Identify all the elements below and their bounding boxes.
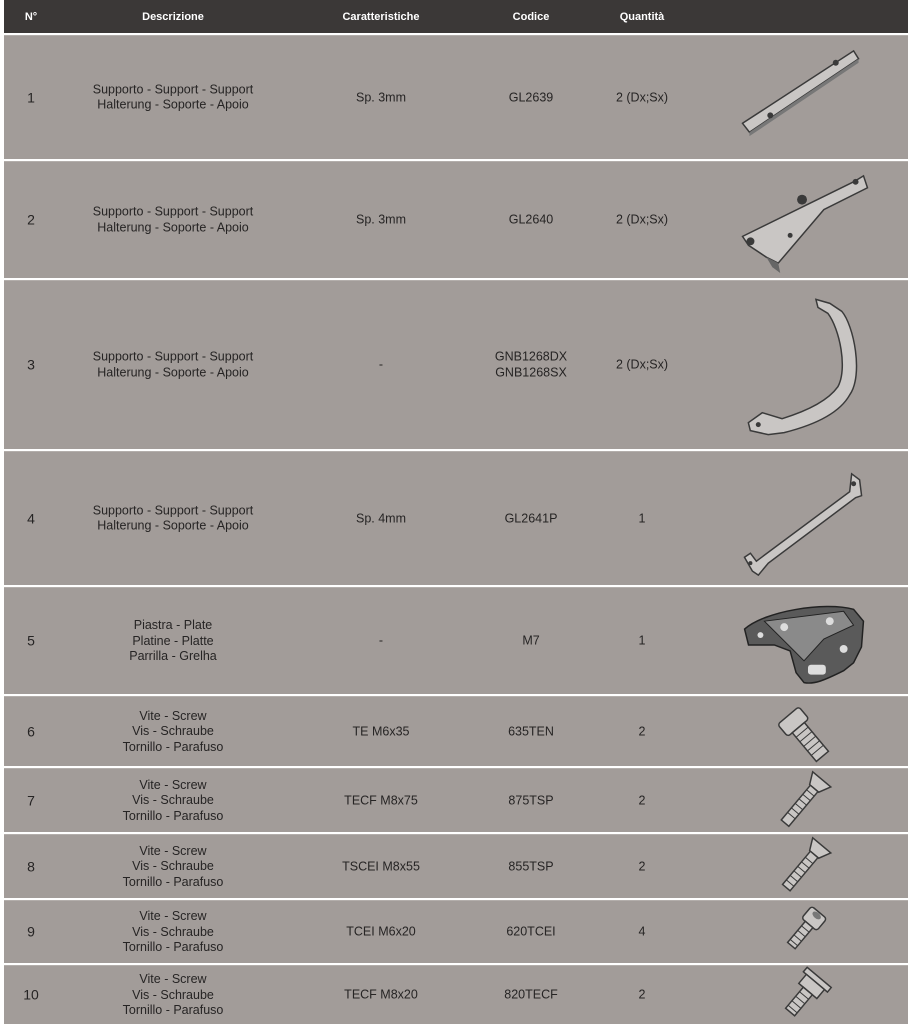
header-codice: Codice (512, 11, 550, 23)
row-description (123, 972, 224, 1019)
table-row (4, 696, 908, 766)
row-code (505, 511, 558, 527)
row-code (508, 793, 553, 809)
flange-hex-screw-icon (704, 966, 908, 1024)
row-code-line: GL2640 (508, 212, 554, 227)
row-number: 4 (27, 509, 35, 526)
table-row (4, 965, 908, 1024)
row-characteristics: TSCEI M8x55 (342, 858, 420, 873)
row-code (509, 90, 553, 106)
row-number: 1 (27, 88, 35, 105)
row-description-line: Vis - Schraube (132, 924, 214, 939)
row-characteristics: Sp. 3mm (355, 212, 407, 227)
row-quantity: 4 (638, 924, 646, 939)
row-description-line: Halterung - Soporte - Apoio (97, 518, 249, 533)
row-description-line: Tornillo - Parafuso (122, 874, 224, 889)
row-description-line: Vis - Schraube (132, 987, 214, 1002)
plate-bracket-icon (704, 162, 908, 278)
socket-cap-screw-icon (704, 901, 908, 963)
row-code (509, 212, 553, 228)
row-description (93, 350, 254, 381)
row-quantity: 2 (638, 792, 646, 807)
row-code (506, 924, 555, 940)
table-row (4, 35, 908, 159)
table-row (4, 900, 908, 963)
row-number: 8 (27, 857, 35, 874)
row-quantity: 2 (Dx;Sx) (615, 212, 669, 227)
countersunk-screw-icon (704, 835, 908, 898)
row-quantity: 2 (Dx;Sx) (615, 357, 669, 372)
row-characteristics: Sp. 3mm (355, 89, 407, 104)
row-quantity: 1 (638, 633, 646, 648)
row-code-line: GNB1268SX (495, 365, 567, 379)
header-caratteristiche: Caratteristiche (342, 11, 420, 23)
row-code-line: GNB1268DX (494, 349, 568, 364)
row-characteristics: - (378, 633, 384, 648)
row-description (123, 843, 224, 890)
table-row (4, 768, 908, 832)
row-code-line: GL2639 (508, 89, 554, 104)
table-header (4, 0, 908, 33)
row-description-line: Tornillo - Parafuso (122, 808, 224, 823)
row-quantity: 2 (638, 723, 646, 738)
row-quantity: 2 (Dx;Sx) (615, 89, 669, 104)
bent-bar-bracket-icon (704, 452, 908, 585)
row-description-line: Piastra - Plate (133, 617, 213, 632)
row-code-line: GL2641P (504, 510, 558, 525)
row-description-line: Vis - Schraube (132, 792, 214, 807)
row-quantity: 1 (638, 510, 646, 525)
row-code-line: 620TCEI (506, 924, 556, 939)
row-description-line: Tornillo - Parafuso (122, 939, 224, 954)
row-description-line: Platine - Platte (132, 633, 214, 648)
row-code-line: 855TSP (508, 858, 554, 873)
row-number: 7 (27, 791, 35, 808)
row-characteristics: TE M6x35 (352, 723, 410, 738)
row-description (123, 708, 224, 755)
row-description-line: Vite - Screw (139, 777, 207, 792)
row-number: 5 (27, 632, 35, 649)
hex-screw-icon (704, 697, 908, 766)
row-code-line: 820TECF (504, 987, 558, 1002)
row-description-line: Tornillo - Parafuso (122, 1002, 224, 1017)
header-num: N° (24, 11, 38, 23)
table-row (4, 161, 908, 278)
row-description-line: Vis - Schraube (132, 723, 214, 738)
row-description-line: Supporto - Support - Support (92, 503, 254, 517)
row-characteristics: - (378, 357, 384, 372)
header-descrizione: Descrizione (142, 11, 204, 23)
row-number: 3 (27, 356, 35, 373)
row-description (93, 503, 254, 534)
row-description-line: Vite - Screw (139, 908, 207, 923)
table-row (4, 587, 908, 694)
row-description (123, 909, 224, 956)
row-description-line: Vis - Schraube (132, 858, 214, 873)
monokey-plate-icon (704, 588, 908, 694)
flat-bar-bracket-icon (704, 36, 908, 159)
row-code-line: 635TEN (508, 723, 554, 738)
row-characteristics: TCEI M6x20 (346, 924, 416, 939)
row-quantity: 2 (638, 858, 646, 873)
countersunk-long-screw-icon (704, 769, 908, 832)
row-description (93, 82, 254, 113)
table-row (4, 280, 908, 449)
row-description-line: Supporto - Support - Support (92, 349, 254, 364)
header-quantita: Quantità (619, 11, 665, 23)
row-code (508, 724, 554, 740)
row-code (522, 633, 539, 649)
row-number: 2 (27, 211, 35, 228)
row-code-line: M7 (522, 633, 540, 648)
table-row (4, 451, 908, 585)
row-number: 10 (23, 986, 39, 1003)
row-description-line: Supporto - Support - Support (92, 82, 254, 96)
row-description (123, 777, 224, 824)
row-code-line: 875TSP (508, 792, 554, 807)
row-characteristics: TECF M8x75 (344, 792, 418, 807)
row-description (93, 205, 254, 236)
row-description-line: Vite - Screw (139, 971, 207, 986)
row-description-line: Halterung - Soporte - Apoio (97, 220, 249, 234)
row-description-line: Parrilla - Grelha (129, 648, 217, 663)
row-description-line: Vite - Screw (139, 708, 207, 723)
row-description (129, 618, 217, 665)
row-number: 9 (27, 923, 35, 940)
row-description-line: Halterung - Soporte - Apoio (97, 365, 249, 379)
row-description-line: Vite - Screw (139, 843, 207, 858)
row-description-line: Supporto - Support - Support (92, 204, 254, 219)
row-number: 6 (27, 722, 35, 739)
row-code (495, 350, 567, 381)
row-description-line: Halterung - Soporte - Apoio (97, 97, 249, 112)
row-quantity: 2 (638, 987, 646, 1002)
row-characteristics: TECF M8x20 (344, 987, 418, 1002)
row-description-line: Tornillo - Parafuso (122, 739, 224, 754)
curved-arm-bracket-icon (704, 281, 908, 449)
row-code (504, 987, 558, 1003)
table-row (4, 834, 908, 898)
row-characteristics: Sp. 4mm (355, 510, 407, 525)
row-code (508, 859, 553, 875)
